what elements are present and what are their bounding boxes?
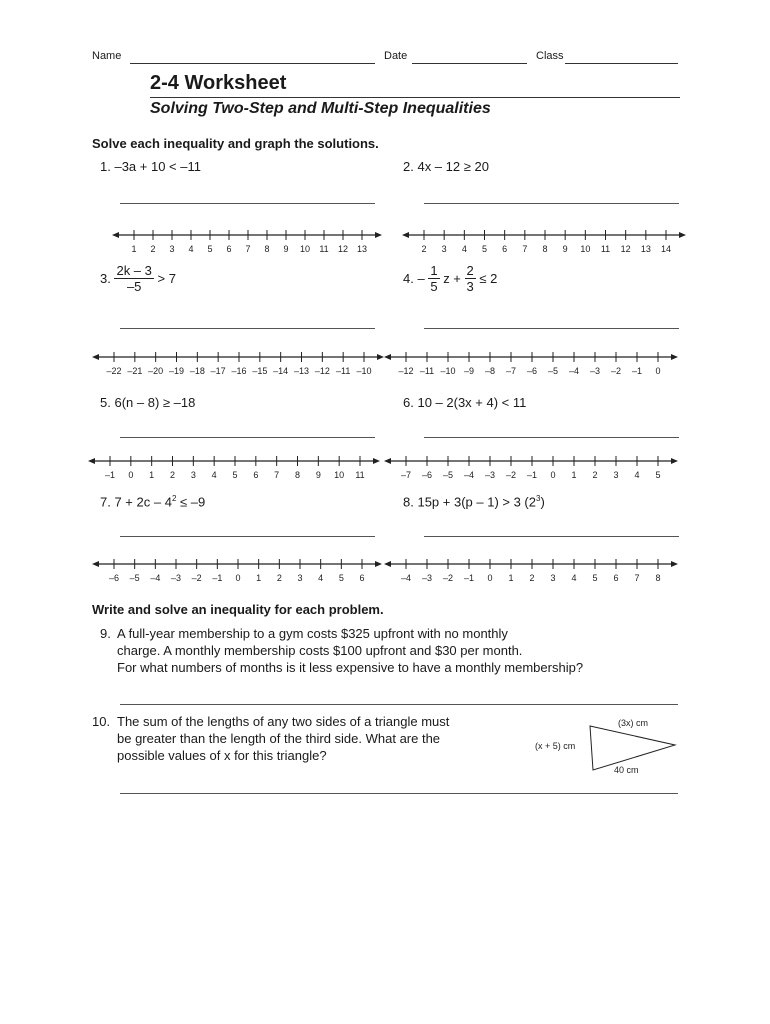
problem-number: 6.: [403, 395, 414, 410]
problem-9-line: A full-year membership to a gym costs $325 upfront with no monthly: [117, 626, 508, 641]
number-line-tick-label: 2: [276, 573, 282, 583]
answer-line-10[interactable]: [120, 793, 678, 794]
number-line-tick-label: 4: [461, 244, 467, 254]
class-field[interactable]: [565, 52, 678, 64]
problem-text: 4x – 12 ≥ 20: [417, 159, 489, 174]
negative-sign: –: [417, 271, 425, 286]
problem-text: –3a + 10 < –11: [114, 159, 201, 174]
problem-10-line: possible values of x for this triangle?: [117, 748, 327, 763]
number-line-tick-label: –22: [106, 366, 122, 376]
number-line-tick-label: –2: [505, 470, 517, 480]
number-line-tick-label: 7: [245, 244, 251, 254]
number-line-tick-label: –5: [547, 366, 559, 376]
problem-2: [403, 159, 489, 174]
number-line-tick-label: –16: [231, 366, 247, 376]
number-line-tick-label: –18: [189, 366, 205, 376]
number-line-tick-label: 1: [131, 244, 137, 254]
number-line-tick-label: 7: [634, 573, 640, 583]
number-line-tick-label: 6: [613, 573, 619, 583]
problem-10-line: be greater than the length of the third side. What are the: [117, 731, 441, 746]
fraction-numerator: 2: [466, 263, 474, 278]
answer-line-2[interactable]: [424, 203, 679, 204]
number-line-tick-label: 0: [128, 470, 134, 480]
problem-text-end: ): [540, 494, 545, 510]
number-line-tick-label: –4: [568, 366, 580, 376]
number-line-tick-label: –5: [129, 573, 140, 583]
number-line-tick-label: 9: [283, 244, 289, 254]
number-line-tick-label: 11: [355, 470, 365, 480]
number-line-tick-label: 3: [190, 470, 196, 480]
left-arrow-icon: [88, 458, 95, 464]
number-line-tick-label: 2: [421, 244, 427, 254]
number-line-tick-label: –4: [463, 470, 475, 480]
problem-number: 4.: [403, 271, 414, 286]
problem-text: > 7: [157, 271, 176, 286]
number-line-tick-label: –1: [631, 366, 643, 376]
number-line-4[interactable]: [384, 348, 678, 378]
number-line-tick-label: 6: [359, 573, 365, 583]
number-line-tick-label: –3: [589, 366, 601, 376]
triangle-shape: [590, 726, 675, 770]
name-label: Name: [92, 50, 122, 62]
exponent: 3: [536, 494, 541, 503]
right-arrow-icon: [375, 232, 382, 238]
number-line-tick-label: 8: [542, 244, 548, 254]
problem-5: [100, 395, 195, 410]
problem-10-line: The sum of the lengths of any two sides of a triangle must: [117, 714, 450, 729]
problem-9-line: For what numbers of months is it less expensive to have a monthly membership?: [117, 660, 584, 675]
problem-3: [100, 263, 176, 294]
answer-line-4[interactable]: [424, 328, 679, 329]
number-line-tick-label: –10: [356, 366, 372, 376]
number-line-tick-label: –12: [314, 366, 330, 376]
number-line-tick-label: –2: [442, 573, 454, 583]
number-line-tick-label: 11: [319, 244, 329, 254]
right-arrow-icon: [377, 354, 384, 360]
problem-6: [403, 395, 526, 410]
number-line-tick-label: 4: [634, 470, 640, 480]
number-line-tick-label: 1: [508, 573, 514, 583]
left-arrow-icon: [384, 354, 391, 360]
problem-text: 7 + 2c – 4: [114, 494, 172, 510]
answer-line-8[interactable]: [424, 536, 679, 537]
section-heading-1: Solve each inequality and graph the solutions.: [92, 136, 379, 151]
fraction-denominator: –5: [126, 279, 142, 294]
number-line-6[interactable]: [384, 452, 678, 482]
number-line-tick-label: –4: [400, 573, 412, 583]
problem-9-line: charge. A monthly membership costs $100 upfront and $30 per month.: [117, 643, 523, 658]
number-line-tick-label: 6: [253, 470, 259, 480]
answer-line-5[interactable]: [120, 437, 375, 438]
number-line-tick-label: 1: [571, 470, 577, 480]
number-line-tick-label: 0: [235, 573, 241, 583]
number-line-tick-label: 14: [660, 244, 672, 254]
number-line-tick-label: 0: [550, 470, 556, 480]
date-label: Date: [384, 50, 408, 62]
number-line-tick-label: 3: [297, 573, 303, 583]
number-line-tick-label: –1: [526, 470, 538, 480]
number-line-tick-label: 5: [481, 244, 488, 254]
number-line-tick-label: 7: [274, 470, 280, 480]
number-line-tick-label: 4: [188, 244, 194, 254]
number-line-tick-label: –7: [505, 366, 517, 376]
number-line-tick-label: 4: [318, 573, 324, 583]
number-line-tick-label: 13: [640, 244, 651, 254]
fraction: [428, 263, 439, 294]
number-line-tick-label: 3: [169, 244, 175, 254]
triangle-diagram: [530, 712, 690, 778]
number-line-tick-label: –3: [170, 573, 182, 583]
number-line-1[interactable]: [112, 226, 382, 256]
number-line-tick-label: 0: [487, 573, 493, 583]
triangle-side-top-label: (3x) cm: [618, 718, 648, 728]
number-line-tick-label: 0: [655, 366, 661, 376]
problem-number: 5.: [100, 395, 111, 410]
number-line-tick-label: 6: [226, 244, 232, 254]
number-line-tick-label: 8: [655, 573, 661, 583]
problem-number: 1.: [100, 159, 111, 174]
left-arrow-icon: [112, 232, 119, 238]
number-line-3[interactable]: [92, 348, 384, 378]
number-line-tick-label: 5: [592, 573, 598, 583]
problem-text: 6(n – 8) ≥ –18: [114, 395, 196, 410]
answer-line-3[interactable]: [120, 328, 375, 329]
problem-text: 15p + 3(p – 1) > 3 (2: [417, 494, 536, 510]
number-line-tick-label: 8: [264, 244, 270, 254]
number-line-tick-label: 4: [571, 573, 577, 583]
number-line-tick-label: 10: [580, 244, 591, 254]
number-line-tick-label: –21: [127, 366, 143, 376]
number-line-tick-label: –13: [293, 366, 310, 376]
fraction-denominator: 3: [466, 279, 474, 294]
problem-9-number: 9.: [100, 626, 111, 641]
number-line-tick-label: 9: [315, 470, 321, 480]
number-line-tick-label: 3: [613, 470, 619, 480]
number-line-tick-label: 5: [207, 244, 213, 254]
number-line-tick-label: 1: [149, 470, 155, 480]
number-line-tick-label: –3: [484, 470, 496, 480]
right-arrow-icon: [373, 458, 380, 464]
number-line-tick-label: 11: [600, 244, 611, 254]
left-arrow-icon: [92, 354, 99, 360]
fraction-denominator: 5: [430, 279, 438, 294]
problem-7: [100, 494, 205, 509]
class-label: Class: [536, 50, 564, 62]
answer-line-1[interactable]: [120, 203, 375, 204]
variable-term: z +: [443, 271, 461, 286]
left-arrow-icon: [402, 232, 409, 238]
number-line-tick-label: –20: [148, 366, 164, 376]
number-line-tick-label: –14: [273, 366, 289, 376]
number-line-tick-label: 12: [620, 244, 631, 254]
number-line-8[interactable]: [384, 555, 678, 585]
number-line-tick-label: –4: [150, 573, 161, 583]
number-line-7[interactable]: [92, 555, 382, 585]
problem-number: 7.: [100, 494, 111, 510]
problem-number: 8.: [403, 494, 414, 510]
title-rule: [150, 97, 680, 98]
problem-8: [403, 494, 545, 509]
page-title: 2-4 Worksheet: [150, 72, 287, 94]
number-line-tick-label: –9: [463, 366, 475, 376]
number-line-tick-label: 2: [150, 244, 156, 254]
number-line-tick-label: 7: [522, 244, 528, 254]
number-line-tick-label: –5: [442, 470, 454, 480]
problem-10-number: 10.: [92, 714, 111, 729]
date-field[interactable]: [412, 52, 527, 64]
number-line-tick-label: 6: [502, 244, 508, 254]
number-line-tick-label: –6: [108, 573, 120, 583]
number-line-tick-label: –1: [212, 573, 223, 583]
exponent: 2: [171, 494, 177, 503]
problem-10: [117, 713, 497, 764]
answer-line-7[interactable]: [120, 536, 375, 537]
number-line-5[interactable]: [88, 452, 380, 482]
fraction-numerator: 1: [430, 263, 438, 278]
number-line-tick-label: –1: [463, 573, 475, 583]
problem-9: [117, 625, 677, 676]
number-line-tick-label: 10: [334, 470, 345, 480]
number-line-tick-label: –2: [610, 366, 622, 376]
number-line-tick-label: 4: [211, 470, 217, 480]
right-arrow-icon: [671, 561, 678, 567]
number-line-tick-label: 5: [338, 573, 344, 583]
number-line-tick-label: –6: [421, 470, 433, 480]
left-arrow-icon: [92, 561, 99, 567]
number-line-tick-label: 2: [169, 470, 176, 480]
number-line-tick-label: –1: [104, 470, 116, 480]
problem-number: 2.: [403, 159, 414, 174]
right-arrow-icon: [375, 561, 382, 567]
fraction: [114, 263, 153, 294]
triangle-side-left-label: (x + 5) cm: [535, 741, 576, 751]
number-line-tick-label: –12: [398, 366, 414, 376]
triangle-side-bottom-label: 40 cm: [614, 765, 639, 775]
number-line-tick-label: –7: [400, 470, 412, 480]
answer-line-6[interactable]: [424, 437, 679, 438]
number-line-tick-label: –11: [419, 366, 435, 376]
number-line-tick-label: 9: [562, 244, 568, 254]
left-arrow-icon: [384, 561, 391, 567]
name-field[interactable]: [130, 52, 375, 64]
number-line-tick-label: 3: [550, 573, 556, 583]
number-line-tick-label: 5: [232, 470, 238, 480]
problem-text-end: ≤ –9: [176, 494, 206, 510]
number-line-tick-label: –17: [210, 366, 226, 376]
number-line-tick-label: 13: [356, 244, 368, 254]
left-arrow-icon: [384, 458, 391, 464]
number-line-tick-label: 5: [655, 470, 661, 480]
number-line-tick-label: –19: [168, 366, 185, 376]
number-line-tick-label: –8: [484, 366, 496, 376]
page-subtitle: Solving Two-Step and Multi-Step Inequalities: [150, 100, 491, 117]
fraction-numerator: 2k – 3: [116, 263, 152, 278]
number-line-tick-label: –3: [421, 573, 433, 583]
number-line-tick-label: 8: [294, 470, 301, 480]
number-line-tick-label: 2: [592, 470, 598, 480]
number-line-tick-label: 12: [337, 244, 349, 254]
right-arrow-icon: [671, 354, 678, 360]
problem-text: 10 – 2(3x + 4) < 11: [417, 395, 527, 410]
problem-text: ≤ 2: [479, 271, 498, 286]
number-line-tick-label: 3: [441, 244, 447, 254]
right-arrow-icon: [671, 458, 678, 464]
number-line-tick-label: 10: [299, 244, 311, 254]
number-line-tick-label: –11: [335, 366, 351, 376]
answer-line-9[interactable]: [120, 704, 678, 705]
number-line-tick-label: –6: [526, 366, 538, 376]
number-line-tick-label: 2: [529, 573, 535, 583]
right-arrow-icon: [679, 232, 686, 238]
number-line-tick-label: –2: [191, 573, 202, 583]
number-line-tick-label: –10: [440, 366, 456, 376]
section-heading-2: Write and solve an inequality for each problem.: [92, 602, 384, 617]
fraction: [465, 263, 476, 294]
number-line-tick-label: 1: [256, 573, 262, 583]
problem-4: [403, 263, 497, 294]
problem-number: 3.: [100, 271, 111, 286]
number-line-tick-label: –15: [252, 366, 268, 376]
number-line-2[interactable]: [402, 226, 686, 256]
problem-1: [100, 159, 201, 174]
